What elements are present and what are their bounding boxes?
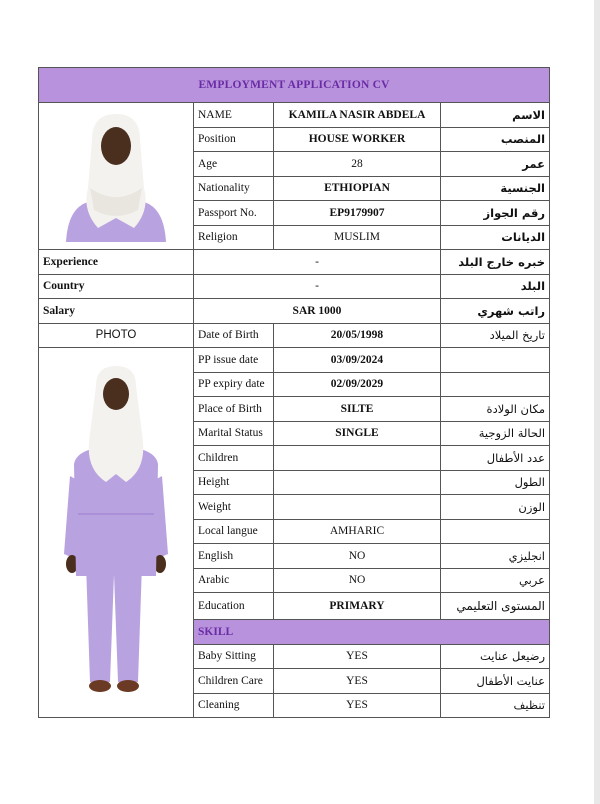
nationality-value: ETHIOPIAN: [274, 176, 441, 201]
height-arabic: الطول: [441, 470, 550, 495]
country-arabic: البلد: [441, 274, 550, 299]
place-of-birth-arabic: مكان الولادة: [441, 397, 550, 422]
dob-arabic: تاريخ الميلاد: [441, 323, 550, 348]
religion-label: Religion: [194, 225, 274, 250]
dob-value: 20/05/1998: [274, 323, 441, 348]
position-label: Position: [194, 127, 274, 152]
weight-arabic: الوزن: [441, 495, 550, 520]
education-value: PRIMARY: [274, 593, 441, 620]
weight-label: Weight: [194, 495, 274, 520]
skill-baby-sitting-label: Baby Sitting: [194, 644, 274, 669]
education-label: Education: [194, 593, 274, 620]
children-value: [274, 446, 441, 471]
skill-header: SKILL: [194, 620, 550, 645]
experience-label: Experience: [39, 250, 194, 275]
country-label: Country: [39, 274, 194, 299]
position-arabic: المنصب: [441, 127, 550, 152]
pp-issue-value: 03/09/2024: [274, 348, 441, 373]
english-value: NO: [274, 544, 441, 569]
nationality-arabic: الجنسية: [441, 176, 550, 201]
local-language-arabic: [441, 519, 550, 544]
marital-status-value: SINGLE: [274, 421, 441, 446]
religion-value: MUSLIM: [274, 225, 441, 250]
skill-children-care-arabic: عنايت الأطفال: [441, 669, 550, 694]
local-language-value: AMHARIC: [274, 519, 441, 544]
full-body-image: [56, 364, 176, 702]
skill-cleaning-value: YES: [274, 693, 441, 718]
age-label: Age: [194, 152, 274, 177]
page-edge: [594, 0, 600, 804]
passport-label: Passport No.: [194, 201, 274, 226]
dob-label: Date of Birth: [194, 323, 274, 348]
full-body-photo: [39, 348, 194, 718]
local-language-label: Local langue: [194, 519, 274, 544]
education-arabic: المستوى التعليمي: [441, 593, 550, 620]
passport-value: EP9179907: [274, 201, 441, 226]
pp-issue-arabic: [441, 348, 550, 373]
pp-expiry-label: PP expiry date: [194, 372, 274, 397]
salary-label: Salary: [39, 299, 194, 324]
position-value: HOUSE WORKER: [274, 127, 441, 152]
english-arabic: انجليزي: [441, 544, 550, 569]
age-arabic: عمر: [441, 152, 550, 177]
skill-baby-sitting-value: YES: [274, 644, 441, 669]
skill-cleaning-label: Cleaning: [194, 693, 274, 718]
passport-arabic: رقم الجواز: [441, 201, 550, 226]
experience-value: -: [194, 250, 441, 275]
skill-cleaning-arabic: تنظيف: [441, 693, 550, 718]
marital-status-label: Marital Status: [194, 421, 274, 446]
experience-arabic: خبره خارج البلد: [441, 250, 550, 275]
height-label: Height: [194, 470, 274, 495]
arabic-label: Arabic: [194, 568, 274, 593]
nationality-label: Nationality: [194, 176, 274, 201]
arabic-arabic: عربي: [441, 568, 550, 593]
country-value: -: [194, 274, 441, 299]
height-value: [274, 470, 441, 495]
skill-children-care-value: YES: [274, 669, 441, 694]
pp-issue-label: PP issue date: [194, 348, 274, 373]
portrait-image: [60, 110, 172, 242]
weight-value: [274, 495, 441, 520]
name-value: KAMILA NASIR ABDELA: [274, 103, 441, 128]
photo-label: PHOTO: [39, 323, 194, 348]
salary-value: SAR 1000: [194, 299, 441, 324]
arabic-value: NO: [274, 568, 441, 593]
name-label: NAME: [194, 103, 274, 128]
marital-status-arabic: الحالة الزوجية: [441, 421, 550, 446]
age-value: 28: [274, 152, 441, 177]
pp-expiry-arabic: [441, 372, 550, 397]
pp-expiry-value: 02/09/2029: [274, 372, 441, 397]
skill-children-care-label: Children Care: [194, 669, 274, 694]
cv-table: [38, 67, 550, 718]
cv-title: EMPLOYMENT APPLICATION CV: [39, 68, 550, 103]
cv-document: [38, 67, 549, 718]
children-arabic: عدد الأطفال: [441, 446, 550, 471]
religion-arabic: الديانات: [441, 225, 550, 250]
english-label: English: [194, 544, 274, 569]
name-arabic: الاسم: [441, 103, 550, 128]
skill-baby-sitting-arabic: رضيعل عنايت: [441, 644, 550, 669]
place-of-birth-label: Place of Birth: [194, 397, 274, 422]
place-of-birth-value: SILTE: [274, 397, 441, 422]
children-label: Children: [194, 446, 274, 471]
portrait-photo: [39, 103, 194, 250]
salary-arabic: راتب شهري: [441, 299, 550, 324]
